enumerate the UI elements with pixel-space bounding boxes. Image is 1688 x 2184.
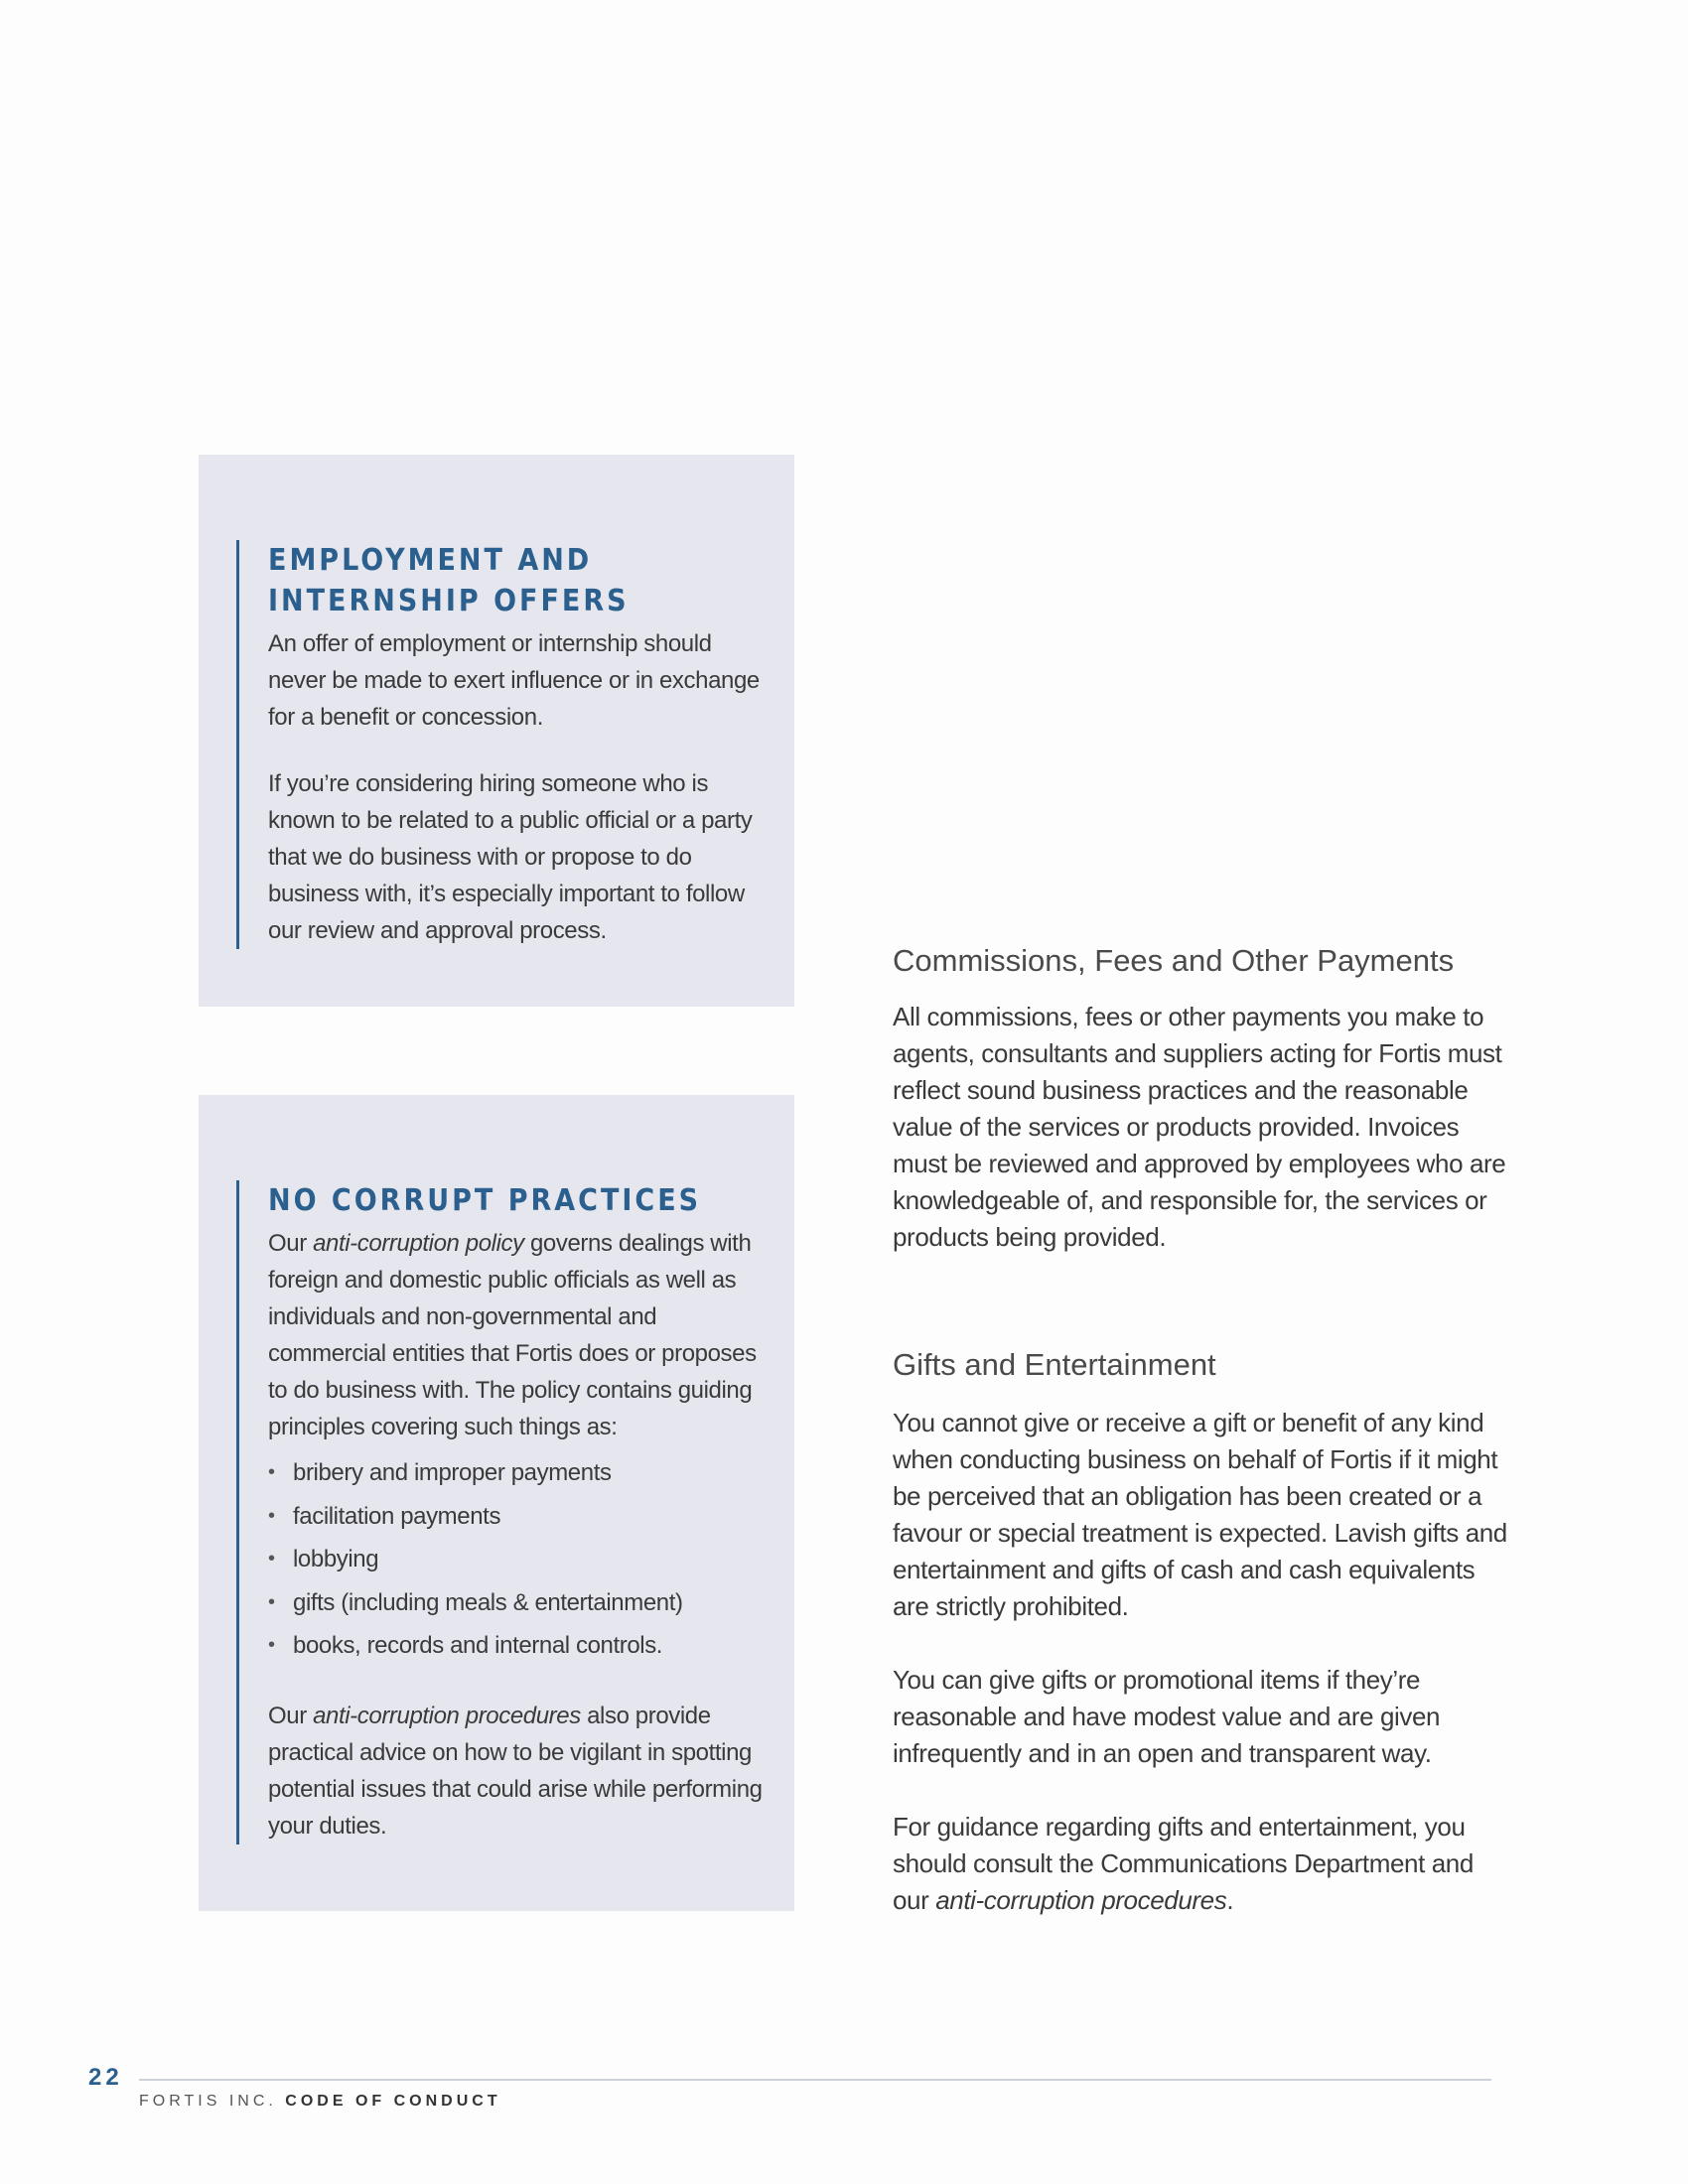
footer-company: FORTIS INC. [139,2093,277,2110]
commissions-body: All commissions, fees or other payments you make to agents, consultants and suppliers acting for Fortis must reflect sound business practices and the reasonable value of the services or products provided. Invoices must be reviewed and approved by employees who are knowledgeable of, and responsible for, the services or products being provided. [893,1002,1506,1252]
gifts-paragraph-1: You cannot give or receive a gift or benefit of any kind when conducting business on behalf of Fortis if it might be perceived that an obligation has been created or a favour or special treatment is expected. Lavish gifts and entertainment and gifts of cash and cash equivalents are strictly prohibited. [893,1408,1507,1621]
gifts-paragraph-3-prefix: For guidance regarding gifts and entertainment, you should consult the Communications Department and our [893,1812,1474,1915]
list-item [268,1495,765,1539]
employment-box-title [268,540,765,621]
corrupt-outro-paragraph [268,1698,765,1844]
anti-corruption-procedures-link-text: anti-corruption procedures [935,1885,1227,1915]
list-item-text: gifts (including meals & entertainment) [293,1588,683,1616]
corrupt-intro-paragraph [268,1225,765,1445]
corrupt-practices-sidebar-box [199,1095,794,1911]
employment-title-line2: INTERNSHIP OFFERS [268,584,630,618]
gifts-paragraph-3-suffix: . [1226,1885,1234,1915]
corrupt-box-content [236,1180,765,1844]
corrupt-box-title: NO CORRUPT PRACTICES [268,1183,702,1218]
anti-corruption-policy-reference: anti-corruption policy [313,1230,524,1257]
bullet-icon: • [268,1548,275,1570]
list-item-text: facilitation payments [293,1502,501,1530]
commissions-section [893,941,1508,1256]
page-number: 22 [88,2064,123,2091]
principles-list [268,1451,765,1668]
gifts-paragraph-3 [893,1809,1508,1919]
bullet-icon: • [268,1461,275,1483]
footer-document: CODE OF CONDUCT [285,2093,501,2110]
corrupt-outro-prefix: Our [268,1702,314,1729]
employment-box-content [236,540,765,949]
employment-title-line1: EMPLOYMENT AND [268,543,593,578]
bullet-icon: • [268,1590,275,1613]
employment-sidebar-box [199,455,794,1007]
list-item [268,1538,765,1581]
corrupt-intro-suffix: governs dealings with foreign and domestic public officials as well as individuals and non-governmental and commercial entities that Fortis does or proposes to do business with. The policy contains guiding principles covering such things as: [268,1230,757,1440]
corrupt-intro-prefix: Our [268,1230,314,1257]
gifts-section [893,1345,1508,1919]
gifts-heading: Gifts and Entertainment [893,1347,1216,1382]
bullet-icon: • [268,1634,275,1656]
bullet-icon: • [268,1504,275,1527]
employment-paragraph-2: If you’re considering hiring someone who is known to be related to a public official or a party that we do business with or propose to do business with, it’s especially important to follow our review and approval process. [268,770,753,944]
commissions-heading: Commissions, Fees and Other Payments [893,943,1455,978]
anti-corruption-procedures-reference: anti-corruption procedures [313,1702,581,1729]
list-item-text: lobbying [293,1546,379,1572]
list-item [268,1451,765,1495]
employment-paragraph-1: An offer of employment or internship should never be made to exert influence or in exchange for a benefit or concession. [268,630,760,731]
gifts-paragraph-2: You can give gifts or promotional items if they’re reasonable and have modest value and are given infrequently and in an open and transparent way. [893,1665,1441,1768]
list-item [268,1624,765,1668]
footer-divider [139,2079,1491,2081]
corrupt-outro-suffix: also provide practical advice on how to be vigilant in spotting potential issues that could arise while performing your duties. [268,1702,763,1840]
list-item-text: books, records and internal controls. [293,1632,663,1659]
list-item [268,1581,765,1625]
footer-document-title [139,2093,501,2111]
list-item-text: bribery and improper payments [293,1459,612,1486]
